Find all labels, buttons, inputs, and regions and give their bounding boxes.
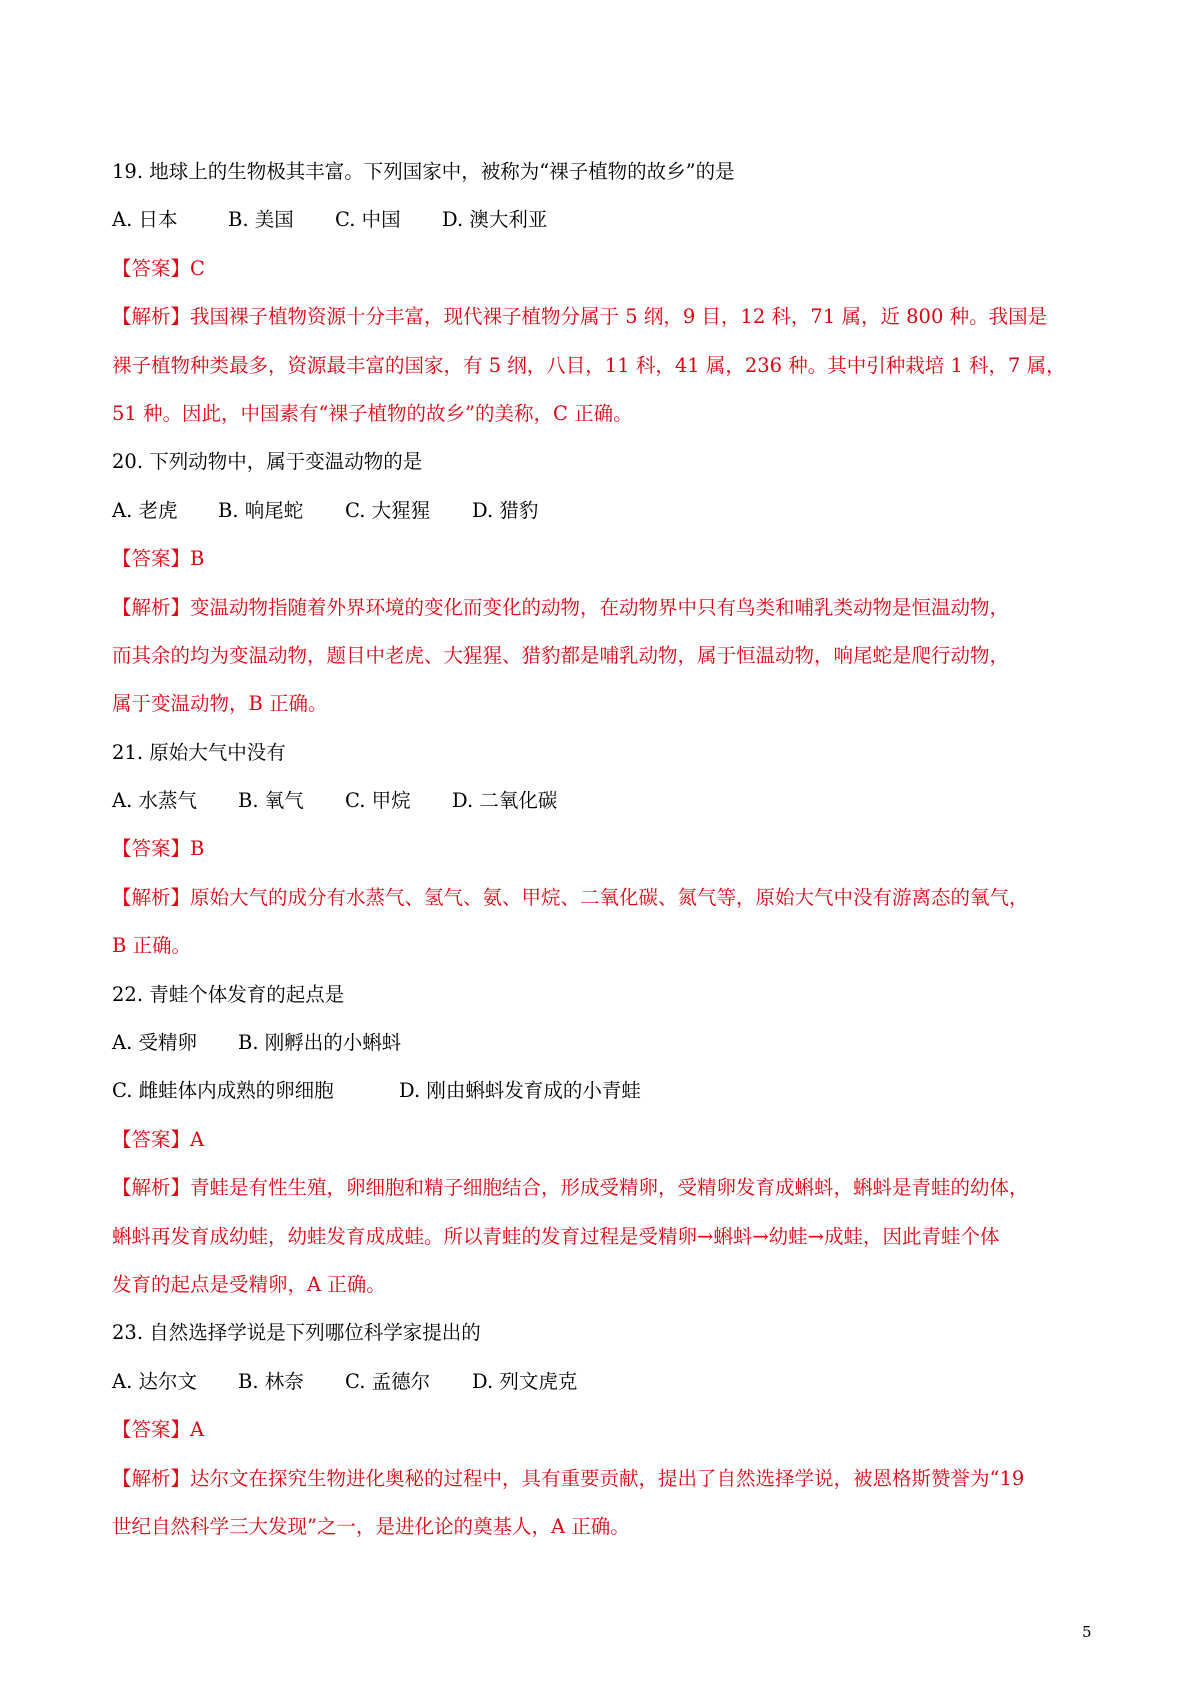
question-22-stem: 22. 青蛙个体发育的起点是 xyxy=(112,982,345,1006)
analysis-20-line-2: 而其余的均为变温动物，题目中老虎、大猩猩、猎豹都是哺乳动物，属于恒温动物，响尾蛇是爬行动物， xyxy=(112,643,1010,667)
option-b: B. 响尾蛇 xyxy=(218,498,304,522)
question-23-options xyxy=(112,1358,1102,1406)
question-22-options-row-2 xyxy=(112,1067,1102,1115)
analysis-22-line-3: 发育的起点是受精卵，A 正确。 xyxy=(112,1272,386,1296)
option-c: C. 大猩猩 xyxy=(345,498,431,522)
analysis-text: 变温动物指随着外界环境的变化而变化的动物，在动物界中只有鸟类和哺乳类动物是恒温动物， xyxy=(190,595,1010,619)
analysis-tag: 【解析】 xyxy=(112,1176,191,1200)
option-c: C. 甲烷 xyxy=(345,789,411,813)
option-b: B. 刚孵出的小蝌蚪 xyxy=(238,1031,402,1055)
option-c: C. 雌蛙体内成熟的卵细胞 xyxy=(112,1079,334,1103)
analysis-21-line-2: B 正确。 xyxy=(112,934,192,958)
option-d: D. 澳大利亚 xyxy=(442,208,548,232)
analysis-19-line-2: 裸子植物种类最多，资源最丰富的国家，有 5 纲，八目，11 科，41 属，236 种。其中引种栽培 1 科，7 属， xyxy=(112,353,1066,377)
analysis-23-line-1 xyxy=(112,1455,1102,1503)
analysis-text: 我国裸子植物资源十分丰富，现代裸子植物分属于 5 纲，9 目，12 科，71 属，近 800 种。我国是 xyxy=(190,305,1048,329)
option-d: D. 列文虎克 xyxy=(472,1369,578,1393)
answer-20 xyxy=(112,535,1102,583)
answer-value: A xyxy=(190,1418,205,1442)
answer-tag: 【答案】 xyxy=(112,837,191,861)
analysis-text: 达尔文在探究生物进化奥秘的过程中，具有重要贡献，提出了自然选择学说，被恩格斯赞誉为“19 xyxy=(190,1466,1025,1490)
option-a: A. 受精卵 xyxy=(112,1031,197,1055)
question-20-stem: 20. 下列动物中，属于变温动物的是 xyxy=(112,450,423,474)
option-c: C. 中国 xyxy=(335,208,401,232)
answer-tag: 【答案】 xyxy=(112,1127,191,1151)
analysis-22-line-2: 蝌蚪再发育成幼蛙，幼蛙发育成成蛙。所以青蛙的发育过程是受精卵→蝌蚪→幼蛙→成蛙，因此青蛙个体 xyxy=(112,1224,1000,1248)
answer-value: C xyxy=(190,256,205,280)
answer-tag: 【答案】 xyxy=(112,1418,191,1442)
analysis-21-line-1 xyxy=(112,874,1102,922)
option-b: B. 林奈 xyxy=(238,1369,304,1393)
question-21-options xyxy=(112,777,1102,825)
answer-value: B xyxy=(190,837,205,861)
question-21-stem: 21. 原始大气中没有 xyxy=(112,740,286,764)
analysis-20-line-1 xyxy=(112,584,1102,632)
question-list xyxy=(112,148,1102,1551)
analysis-20-line-3: 属于变温动物，B 正确。 xyxy=(112,692,328,716)
answer-value: B xyxy=(190,547,205,571)
option-d: D. 猎豹 xyxy=(472,498,539,522)
answer-19 xyxy=(112,245,1102,293)
option-a: A. 水蒸气 xyxy=(112,789,197,813)
answer-tag: 【答案】 xyxy=(112,256,191,280)
option-a: A. 日本 xyxy=(112,208,178,232)
option-a: A. 达尔文 xyxy=(112,1369,197,1393)
analysis-tag: 【解析】 xyxy=(112,595,191,619)
analysis-tag: 【解析】 xyxy=(112,305,191,329)
analysis-22-line-1 xyxy=(112,1164,1102,1212)
analysis-text: 原始大气的成分有水蒸气、氢气、氨、甲烷、二氧化碳、氮气等，原始大气中没有游离态的氧气， xyxy=(190,885,1029,909)
answer-23 xyxy=(112,1406,1102,1454)
answer-22 xyxy=(112,1116,1102,1164)
option-b: B. 美国 xyxy=(228,208,294,232)
analysis-19-line-3: 51 种。因此，中国素有“裸子植物的故乡”的美称，C 正确。 xyxy=(112,401,633,425)
question-23-stem: 23. 自然选择学说是下列哪位科学家提出的 xyxy=(112,1321,481,1345)
option-b: B. 氧气 xyxy=(238,789,304,813)
answer-tag: 【答案】 xyxy=(112,547,191,571)
analysis-tag: 【解析】 xyxy=(112,885,191,909)
analysis-23-line-2: 世纪自然科学三大发现”之一，是进化论的奠基人，A 正确。 xyxy=(112,1514,630,1538)
option-d: D. 二氧化碳 xyxy=(452,789,558,813)
question-19-options xyxy=(112,196,1102,244)
question-22-options-row-1 xyxy=(112,1019,1102,1067)
question-20-options xyxy=(112,487,1102,535)
answer-value: A xyxy=(190,1127,205,1151)
analysis-19-line-1 xyxy=(112,293,1102,341)
page-number: 5 xyxy=(1082,1623,1092,1641)
question-19-stem: 19. 地球上的生物极其丰富。下列国家中，被称为“裸子植物的故乡”的是 xyxy=(112,160,735,183)
option-a: A. 老虎 xyxy=(112,498,178,522)
analysis-text: 青蛙是有性生殖，卵细胞和精子细胞结合，形成受精卵，受精卵发育成蝌蚪，蝌蚪是青蛙的幼体， xyxy=(190,1176,1029,1200)
option-c: C. 孟德尔 xyxy=(345,1369,431,1393)
analysis-tag: 【解析】 xyxy=(112,1466,191,1490)
answer-21 xyxy=(112,825,1102,873)
option-d: D. 刚由蝌蚪发育成的小青蛙 xyxy=(399,1079,641,1103)
